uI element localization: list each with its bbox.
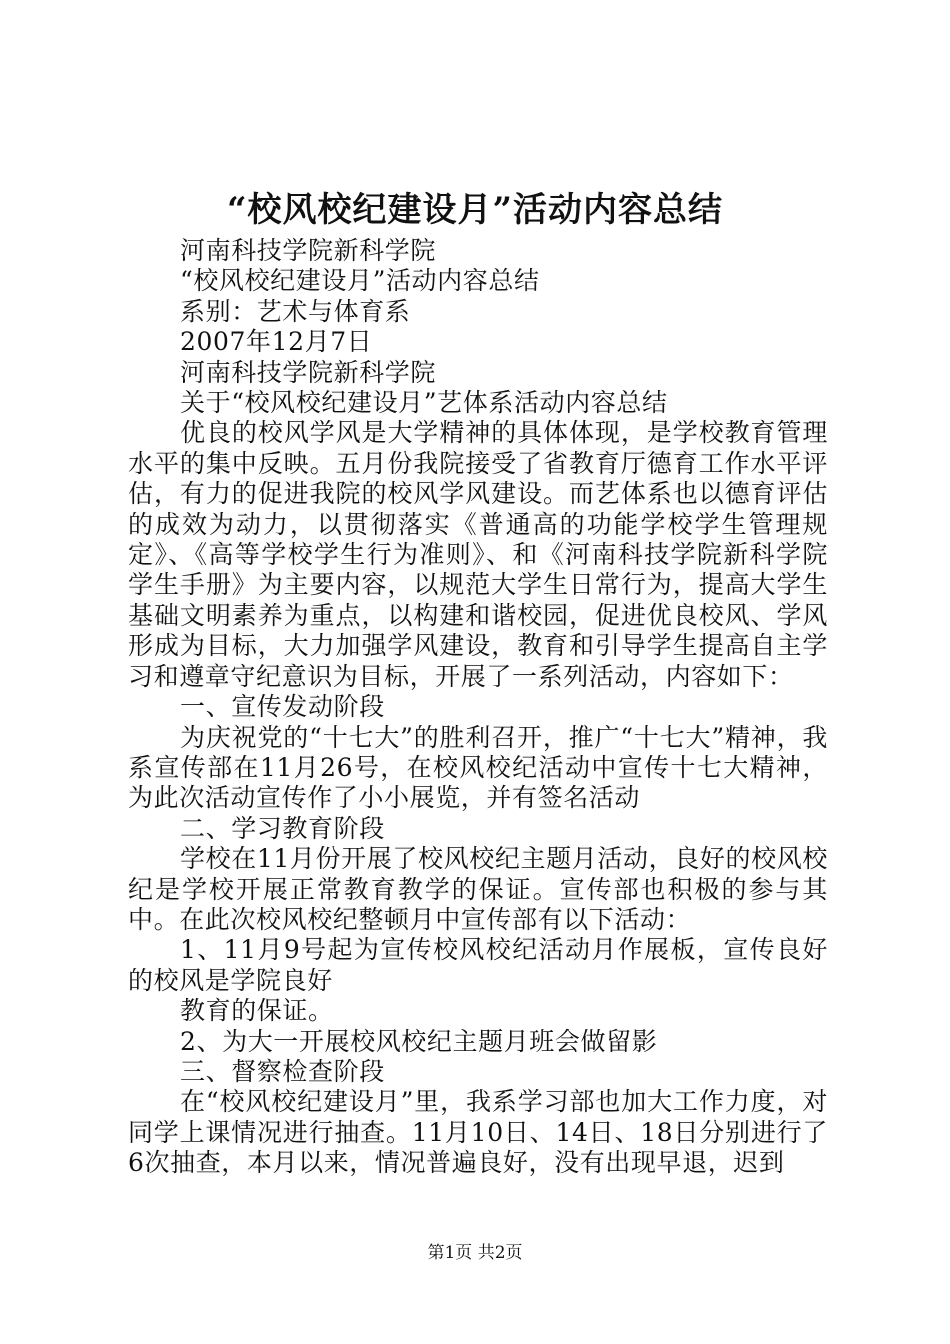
- line-subtitle: “校风校纪建设月”活动内容总结: [180, 266, 540, 296]
- line-department: 系别：艺术与体育系: [180, 296, 411, 326]
- paragraph-inspection: 在“校风校纪建设月”里，我系学习部也加大工作力度，对同学上课情况进行抽查。11月10日、14日、18日分别进行了6次抽查，本月以来，情况普遍良好，没有出现早退，迟到: [128, 1087, 828, 1178]
- document-title: “校风校纪建设月”活动内容总结: [226, 190, 724, 230]
- line-heading: 关于“校风校纪建设月”艺体系活动内容总结: [180, 388, 668, 418]
- line-institution: 河南科技学院新科学院: [180, 236, 437, 265]
- list-item-2: 2、为大一开展校风校纪主题月班会做留影: [180, 1026, 658, 1056]
- list-item-1-continued: 教育的保证。: [180, 996, 334, 1026]
- line-date: 2007年12月7日: [180, 327, 373, 357]
- paragraph-propaganda: 为庆祝党的“十七大”的胜利召开，推广“十七大”精神，我系宣传部在11月26号，在校风校纪活动中宣传十七大精神，为此次活动宣传作了小小展览，并有签名活动: [128, 722, 828, 813]
- section-heading-1: 一、宣传发动阶段: [180, 692, 385, 722]
- page-footer: 第1页 共2页: [427, 1243, 523, 1263]
- list-item-1: 1、11月9号起为宣传校风校纪活动月作展板，宣传良好的校风是学院良好: [128, 935, 828, 995]
- section-heading-2: 二、学习教育阶段: [180, 813, 385, 843]
- line-institution-2: 河南科技学院新科学院: [180, 357, 437, 387]
- section-heading-3: 三、督察检查阶段: [180, 1056, 385, 1086]
- document-body: [128, 236, 828, 1179]
- paragraph-intro: 优良的校风学风是大学精神的具体体现，是学校教育管理水平的集中反映。五月份我院接受了省教育厅德育工作水平评估，有力的促进我院的校风学风建设。而艺体系也以德育评估的成效为动力，以贯彻落实《普通高的功能学校学生管理规定》、《高等学校学生行为准则》、和《河南科技学院新科学院学生手册》为主要内容，以规范大学生日常行为，提高大学生基础文明素养为重点，以构建和谐校园，促进优良校风、学风形成为目标，大力加强学风建设，教育和引导学生提高自主学习和遵章守纪意识为目标，开展了一系列活动，内容如下：: [128, 418, 828, 691]
- paragraph-education: 学校在11月份开展了校风校纪主题月活动，良好的校风校纪是学校开展正常教育教学的保证。宣传部也积极的参与其中。在此次校风校纪整顿月中宣传部有以下活动：: [128, 844, 828, 934]
